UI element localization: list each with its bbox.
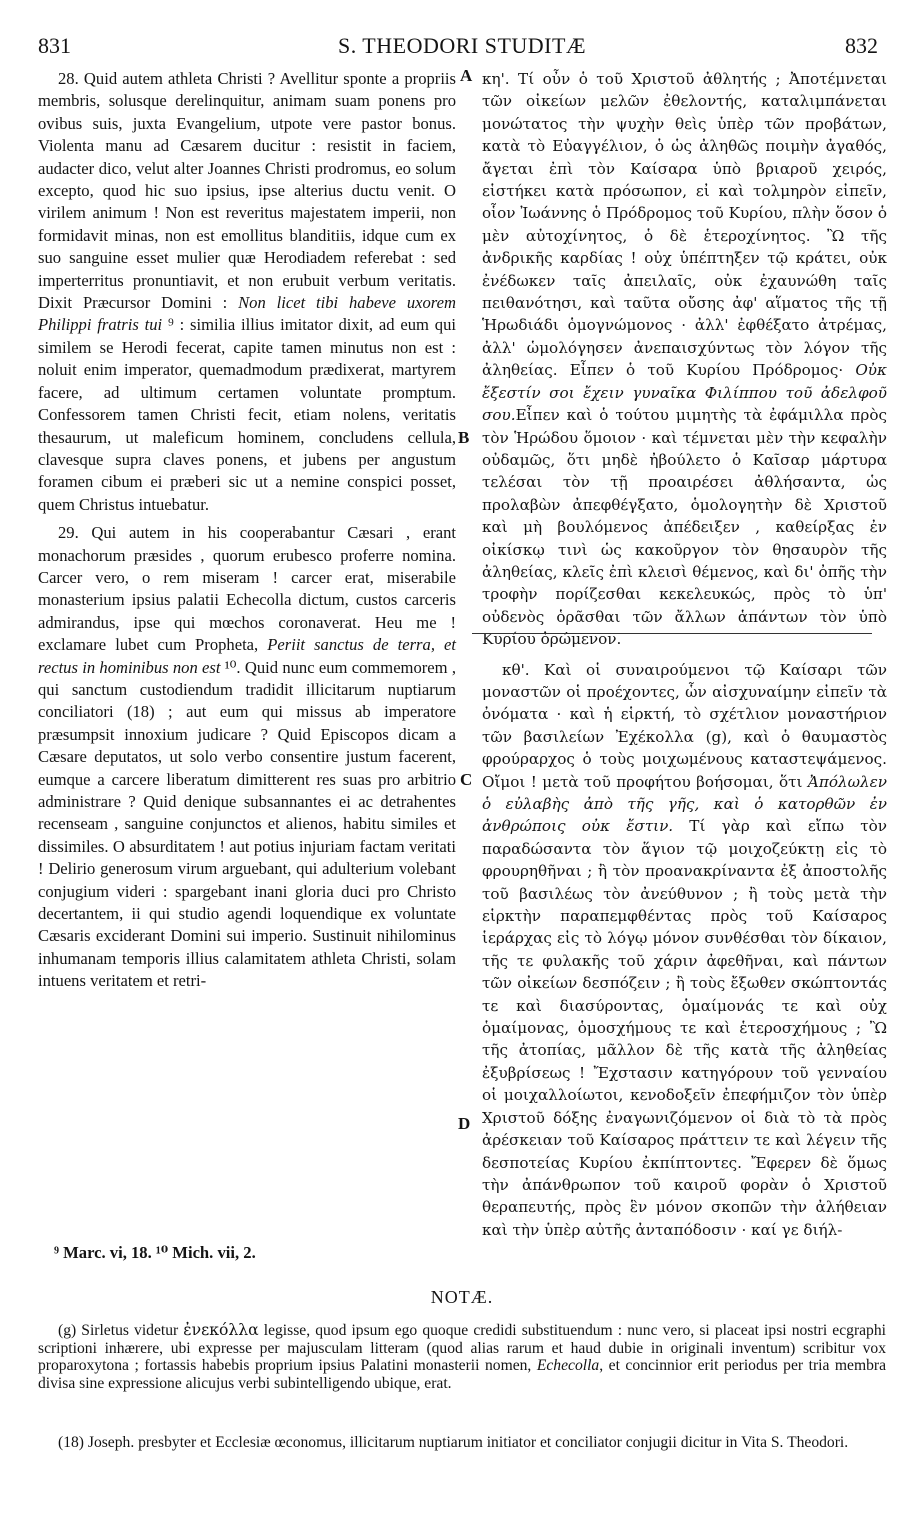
latin-paragraph-28: 28. Quid autem athleta Christi ? Avellitur sponte a propriis membris, solusque derelinquitur, animam suam ponens pro ovibus suis, juxta Evangelium, utpote vere pastor bonus. Violenta manu ad Cæsarem ducitur : resistit in faciem, audacter dico, velut alter Joannes Christi prodromus, eo solum excepto, quod hic suo ipsius, ipse alterius ductu venit. O virilem animum ! Non est reveritus majestatem imperii, non formidavit minas, non est emollitus blanditiis, idque cum ex suo sanguine esset mulier quæ Herodiadem referebat : sed imperterritus pronuntiavit, et non erubuit verbum veritatis. Dixit Præcursor Domini : Non licet tibi habeve uxorem Philippi fratris tui ⁹ : similia illius imitator dixit, ad eum qui similem se Herodi fecerat, capite tamen minutus non est : noluit enim imperator, quemadmodum prædixerat, martyrem facere, ad ultimum certamen voluntate promptum. Confessorem tamen Christi fecit, etiam nolens, veritatis thesaurum, ut maleficum hominem, concludens cellula, clavesque supra claves ponens, et jubens per angustum foramen cibum ei præberi sic ut a nemine conspici posset, quem Christus intuebatur. [38,69,456,514]
latin-column [38,68,456,993]
scripture-footnotes: ⁹ Marc. vi, 18. ¹⁰ Mich. vii, 2. [54,1243,256,1262]
margin-marker-d: D [458,1114,471,1133]
greek-section-29: κθ'. Καὶ οἱ συναιρούμενοι τῷ Καίσαρι τῶν μοναστῶν οἱ προέχοντες, ὧν αἰσχυναίμην εἰπεῖν τὰ ὀνόματα · καὶ ἡ εἱρκτή, τὸ σχέτλιον μοναστήριον τῶν βασιλείων Ἐχέκολλα (g), καὶ ὁ θαυμαστὸς φρούραρχος ὁ τοὺς μοιχωμένους καταστεψάμενος. Οἴμοι ! μετὰ τοῦ προφήτου βοήσομαι, ὅτι Ἀπόλωλεν ὁ εὐλαβὴς ἀπὸ τῆς γῆς, καὶ ὁ κατορθῶν ἐν ἀνθρώποις οὐκ ἔστιν. Τί γὰρ καὶ εἴπω τὸν παραδώσαντα τὸν ἅγιον τῷ μοιχοζεύκτῃ εἰς τὸ φρουρηθῆναι ; ἢ τὸν προανακρίναντα ἐξ ἀποστολῆς τοῦ βασιλέως τὸν ἀνεύθυνον ; ἢ τοὺς μετὰ τὴν εἱρκτὴν παραπεμφθέντας πρὸς τοῦ Καίσαρος ἱεράρχας εἰς τὸ λόγῳ μόνον συνθέσθαι τὸν δίκαιον, τῆς τε φυλακῆς τοῦ χάριν ἀφεθῆναι, καὶ πάντων τῶν οἰκείων δεσπόζειν ; ἢ τοὺς ἔξωθεν σκώπτοντάς τε καὶ διασύροντας, ὁμαίμονάς τε καὶ οὐχ ὁμαίμονας, ὁμοσχήμους τε καὶ ἑτεροσχήμους ; Ὢ τῆς ἀτοπίας, μᾶλλον δὲ τῆς κατὰ τῆς ἀληθείας ἐξυβρίσεως ! Ἔχστασιν κατηγόρουν τοῦ γενναίου οἱ μοιχαλλοίωτοι, κενοδοξεῖν ἐπεφήμιζον τὸν ὑπὲρ Χριστοῦ δόξης ἐναγωνιζόμενον οἱ διὰ τὸ τὰ πρὸς ἀρέσκειαν τοῦ Καίσαρος πράττειν τε καὶ λέγειν τῆς δεσποτείας Κυρίου ἐκπίπτοντες. Ἔφερεν δὲ ὅμως τὴν ἀπάνθρωπον τοῦ καιροῦ φορὰν ὁ Χριστοῦ θεραπευτής, πρὸς ἓν μόνον σκοπῶν τὴν ἀλήθειαν καὶ τὴν ὑπὲρ αὐτῆς ἀνταπόδοσιν · καί γε διήλ- [482,660,887,1239]
greek-column [482,68,887,1241]
page-number-right: 832 [845,33,878,58]
latin-paragraph-29: 29. Qui autem in his cooperabantur Cæsari , erant monachorum præsides , quorum erubesco proferre nomina. Carcer vero, o rem miseram ! carcer erat, miserabile monasterium ipsius palatii Echecolla dictum, custos carceris admirandus, ipse qui mœchos coronaverat. Heu me ! exclamare lubet cum Propheta, Periit sanctus de terra, et rectus in hominibus non est ¹⁰. Quid nunc eum commemorem , qui sanctum custodiendum tradidit illicitarum nuptiarum conciliatori (18) ; aut eum qui missus ab imperatore præsumpsit innoxium judicare ? Quid Episcopos dicam a Cæsare deputatos, ut solo verbo consentire justum facerent, eumque a carcere liberatum dimitterent res suas pro arbitrio administrare ? Quid denique subsannantes ei ac detrahentes recenseam , sanguine conjunctos et alienos, habitu similes et dissimiles. O absurditatem ! aut potius injuriam factam veritati ! Delirio generosum virum arguebant, qui adulterium volebant conjugium videri : spargebant inani gloria duci pro Christo decertantem, ii qui studio agendi loquendique ex voluntate Cæsaris exciderant Domini sui imperio. Sustinuit nihilominus inhumanam temporis illius calamitatem athleta Christi, solam intuens veritatem et retri- [38,523,456,991]
page-header [0,33,924,63]
greek-section-28: κη'. Τί οὖν ὁ τοῦ Χριστοῦ ἀθλητής ; Ἀποτέμνεται τῶν οἰκείων μελῶν ἐθελοντής, καταλιμπάνεται μονώτατος τὴν ψυχὴν θεὶς ὑπὲρ τῶν προβάτων, κατὰ τὸ Εὐαγγέλιον, ὁ ὡς ἀληθῶς ποιμὴν ἀγαθός, ἄγεται ἐπὶ τὸν Καίσαρα ὑπὸ βριαροῦ χειρός, εἱστήκει κατὰ πρόσωπον, εἰ καὶ τολμηρὸν εἰπεῖν, οἷον Ἰωάννης ὁ Πρόδρομος τοῦ Κυρίου, πλὴν ὅσον ὁ μὲν αὐτοχίνητος, ὁ δὲ ἑτεροχίνητος. Ὢ τῆς ἀνδρικῆς καρδίας ! οὐχ ὑπέπτηξεν τῷ κράτει, οὐκ ἐνέδωκεν ταῖς ἀπειλαῖς, οὐκ ἐχαυνώθη ταῖς πειθανότησι, καὶ ταῦτα οὔσης ἀφ' αἵματος τῆς τῇ Ἡρωδιάδι ὁμογνώμονος · ἀλλ' ἐφθέξατο ἀτρέμας, ἀλλ' ὡμολόγησεν ἀνεπαισχύντως τὸν λόγον τῆς ἀληθείας. Εἶπεν ὁ τοῦ Κυρίου Πρόδρομος· Οὐκ ἔξεστίν σοι ἔχειν γυναῖκα Φιλίππου τοῦ ἀδελφοῦ σου.Εἶπεν καὶ ὁ τούτου μιμητὴς τὰ ἐφάμιλλα πρὸς τὸν Ἡρώδου ὅμοιον · καὶ τέμνεται μὲν τὴν κεφαλὴν οὐδαμῶς, ὅτι μηδὲ ἠβούλετο ὁ Καῖσαρ μάρτυρα τελέσαι τὸν τῇ προαιρέσει ἀθλήσαντα, ὡς προλαβὼν ἀπεφθέγξατο, ὁμολογητὴν δὲ Χριστοῦ καὶ μὴ βουλόμενος ἀπέδειξεν , καθείρξας ἐν οἰκίσκῳ τινὶ ὡς κακοῦργον τὸν θησαυρὸν τῆς ἀληθείας, κλεῖς ἐπὶ κλεισὶ θέμενος, καὶ δι' ὀπῆς τὴν τροφὴν πορίζεσθαι κεκελευκώς, πρὸς τὸ ὑπ' οὐδενὸς ὁρᾶσθαι τῶν ἄλλων ἁπάντων τὸν ὑπὸ Κυρίου ὁρώμενον. [482,70,887,649]
notes-heading: NOTÆ. [430,1287,494,1307]
note-18: (18) Joseph. presbyter et Ecclesiæ œconomus, illicitarum nuptiarum initiator et conciliator conjugii dicitur in Vita S. Theodori. [58,1434,849,1451]
section-divider [472,633,872,634]
margin-marker-c: C [460,770,473,789]
margin-marker-b: B [458,428,470,447]
running-title: S. THEODORI STUDITÆ [337,33,587,58]
page-number-left: 831 [38,33,71,58]
note-g: (g) Sirletus videtur ἐνεκόλλα legisse, quod ipsum ego quoque credidi substituendum : nunc vero, si placeat ipsi nostri ecgraphi scriptioni inhærere, ubi expresse per majusculam litteram (quod alias rarum et haud dubie in originali inventum) scribitur vox proparoxytona ; fortassis habebis proprium ipsius Palatini monasterii nomen, Echecolla, et concinnior erit periodus per tria membra divisa sine expressione alicujus verbi subintelligendo ubique, erat. [38,1321,887,1392]
margin-marker-a: A [460,66,473,85]
